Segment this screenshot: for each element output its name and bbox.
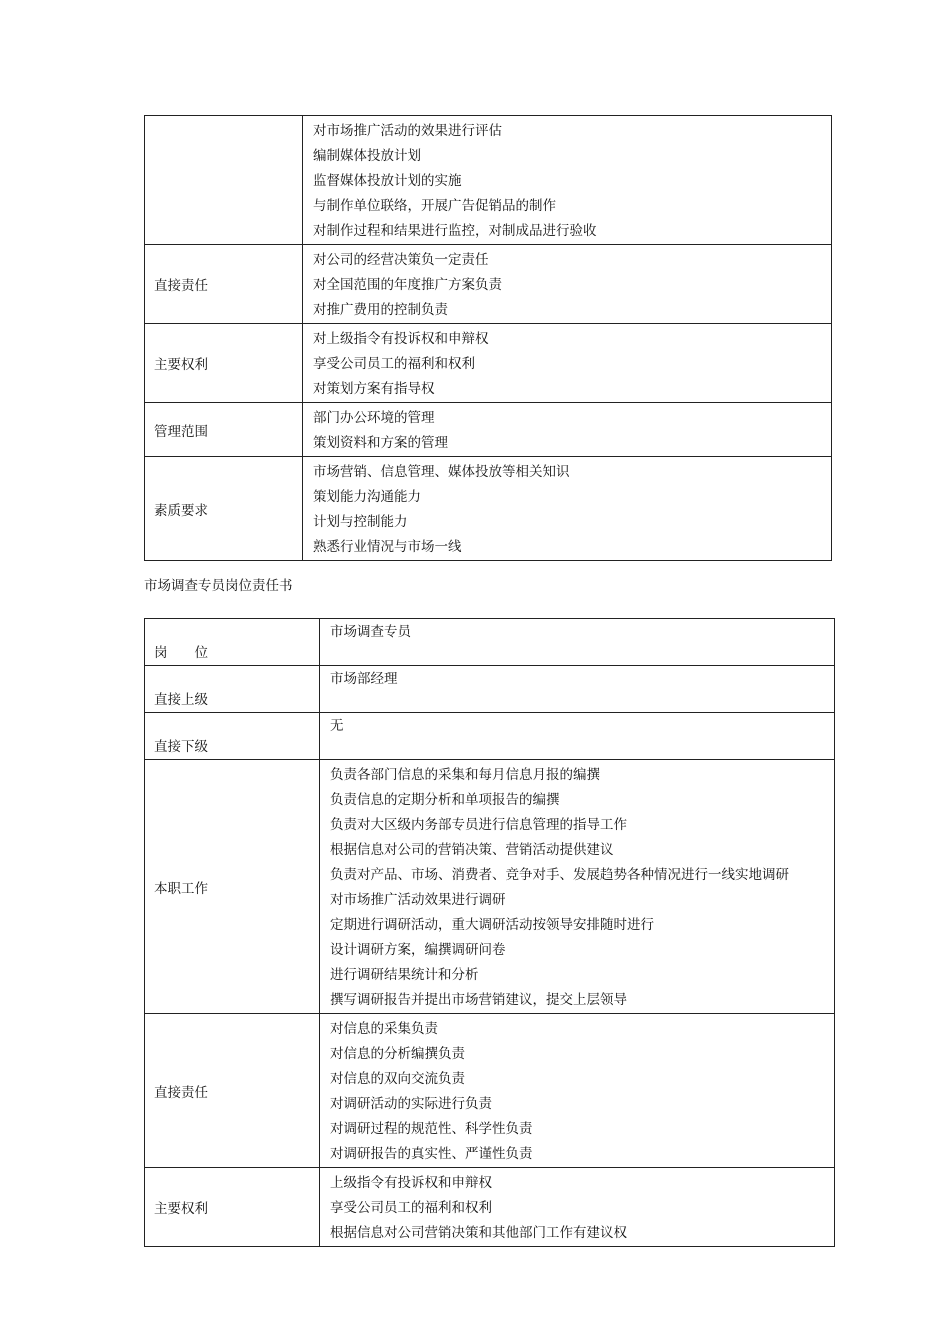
list-item: 设计调研方案，编撰调研问卷 (330, 942, 506, 958)
list-item: 负责各部门信息的采集和每月信息月报的编撰 (330, 767, 600, 783)
list-item: 对调研报告的真实性、严谨性负责 (330, 1146, 533, 1162)
list-item: 根据信息对公司的营销决策、营销活动提供建议 (330, 842, 614, 858)
row-content (320, 760, 835, 1014)
list-item: 撰写调研报告并提出市场营销建议，提交上层领导 (330, 992, 627, 1008)
list-item: 对推广费用的控制负责 (313, 302, 448, 318)
row-label: 岗 位 (145, 619, 320, 666)
list-item: 进行调研结果统计和分析 (330, 967, 479, 983)
row-content (320, 619, 835, 666)
row-label: 直接责任 (145, 1014, 320, 1168)
list-item: 与制作单位联络，开展广告促销品的制作 (313, 198, 556, 214)
list-item: 负责信息的定期分析和单项报告的编撰 (330, 792, 560, 808)
row-label: 直接下级 (145, 713, 320, 760)
list-item: 根据信息对公司营销决策和其他部门工作有建议权 (330, 1225, 627, 1241)
table-row (145, 666, 835, 713)
list-item: 对信息的采集负责 (330, 1021, 438, 1037)
list-item: 对公司的经营决策负一定责任 (313, 252, 489, 268)
row-content (320, 1014, 835, 1168)
table-row (145, 116, 832, 245)
table-row (145, 619, 835, 666)
row-content (303, 324, 832, 403)
table-row (145, 1168, 835, 1247)
table-row (145, 457, 832, 561)
list-item: 负责对产品、市场、消费者、竞争对手、发展趋势各种情况进行一线实地调研 (330, 867, 789, 883)
list-item: 市场调查专员 (330, 624, 411, 640)
table-row (145, 324, 832, 403)
list-item: 对制作过程和结果进行监控，对制成品进行验收 (313, 223, 597, 239)
row-label: 主要权利 (145, 1168, 320, 1247)
list-item: 熟悉行业情况与市场一线 (313, 539, 462, 555)
list-item: 策划资料和方案的管理 (313, 435, 448, 451)
list-item: 对全国范围的年度推广方案负责 (313, 277, 502, 293)
row-content (320, 666, 835, 713)
list-item: 无 (330, 718, 344, 734)
list-item: 对调研活动的实际进行负责 (330, 1096, 492, 1112)
list-item: 享受公司员工的福利和权利 (330, 1200, 492, 1216)
list-item: 负责对大区级内务部专员进行信息管理的指导工作 (330, 817, 627, 833)
list-item: 策划能力沟通能力 (313, 489, 421, 505)
list-item: 对市场推广活动的效果进行评估 (313, 123, 502, 139)
list-item: 市场部经理 (330, 671, 398, 687)
responsibility-table-1 (144, 115, 832, 561)
table-row (145, 1014, 835, 1168)
row-content (320, 1168, 835, 1247)
row-label: 素质要求 (145, 457, 303, 561)
table-row (145, 713, 835, 760)
list-item: 市场营销、信息管理、媒体投放等相关知识 (313, 464, 570, 480)
list-item: 监督媒体投放计划的实施 (313, 173, 462, 189)
row-label (145, 116, 303, 245)
table-row (145, 403, 832, 457)
table-row (145, 245, 832, 324)
list-item: 部门办公环境的管理 (313, 410, 435, 426)
table-row (145, 760, 835, 1014)
row-content (303, 245, 832, 324)
responsibility-table-2 (144, 618, 835, 1247)
list-item: 对信息的分析编撰负责 (330, 1046, 465, 1062)
list-item: 享受公司员工的福利和权利 (313, 356, 475, 372)
list-item: 对信息的双向交流负责 (330, 1071, 465, 1087)
row-label: 主要权利 (145, 324, 303, 403)
row-label: 直接上级 (145, 666, 320, 713)
row-content (303, 457, 832, 561)
row-label: 直接责任 (145, 245, 303, 324)
list-item: 对策划方案有指导权 (313, 381, 435, 397)
list-item: 对上级指令有投诉权和申辩权 (313, 331, 489, 347)
list-item: 编制媒体投放计划 (313, 148, 421, 164)
list-item: 计划与控制能力 (313, 514, 408, 530)
list-item: 上级指令有投诉权和申辩权 (330, 1175, 492, 1191)
section-heading: 市场调查专员岗位责任书 (144, 578, 293, 594)
row-content (320, 713, 835, 760)
row-label: 本职工作 (145, 760, 320, 1014)
list-item: 定期进行调研活动，重大调研活动按领导安排随时进行 (330, 917, 654, 933)
row-content (303, 116, 832, 245)
list-item: 对调研过程的规范性、科学性负责 (330, 1121, 533, 1137)
list-item: 对市场推广活动效果进行调研 (330, 892, 506, 908)
row-content (303, 403, 832, 457)
row-label: 管理范围 (145, 403, 303, 457)
